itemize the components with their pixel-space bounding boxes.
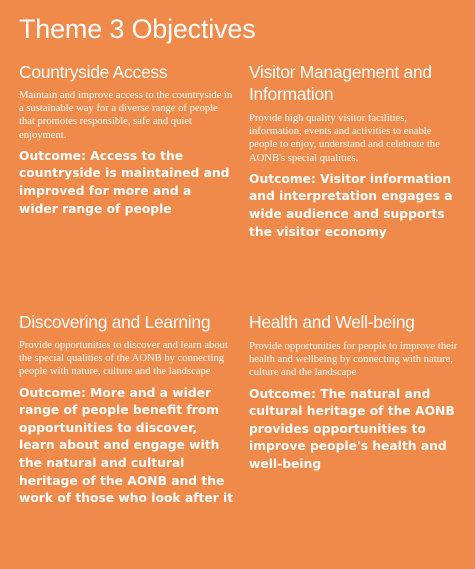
section-description: Provide opportunities for people to improve their health and wellbeing by connecting with nature, culture and the landscape: [249, 341, 458, 379]
section-health-wellbeing: [249, 311, 461, 474]
section-description: Provide high quality visitor facilities, information, events and activities to enable people to enjoy, understand and celebrate the AONB's special qualities.: [249, 113, 440, 164]
section-heading: Health and Well-being: [249, 312, 415, 332]
section-outcome: Outcome: Visitor information and interpretation engages a wide audience and supports the visitor economy: [249, 171, 453, 239]
section-outcome: Outcome: Access to the countryside is maintained and improved for more and a wider range of people: [19, 148, 230, 216]
section-outcome: Outcome: The natural and cultural heritage of the AONB provides opportunities to improve people's health and well-being: [249, 386, 455, 471]
section-discovering-learning: [19, 311, 235, 508]
section-description: Provide opportunities to discover and learn about the special qualities of the AONB by connecting people with nature, culture and the landscape: [19, 340, 228, 378]
section-description: Maintain and improve access to the countryside in a sustainable way for a diverse range of people that promotes responsible, safe and quiet enjoyment.: [19, 90, 233, 141]
page-title: Theme 3 Objectives: [19, 14, 256, 44]
section-outcome: Outcome: More and a wider range of people benefit from opportunities to discover, learn about and engage with the natural and cultural heritage of the AONB and the work of those who look after it: [19, 385, 234, 506]
section-visitor-management: [249, 61, 461, 241]
section-countryside-access: [19, 61, 234, 218]
section-heading: Countryside Access: [19, 62, 168, 82]
section-heading: Visitor Management and Information: [249, 62, 432, 104]
section-heading: Discovering and Learning: [19, 312, 211, 332]
